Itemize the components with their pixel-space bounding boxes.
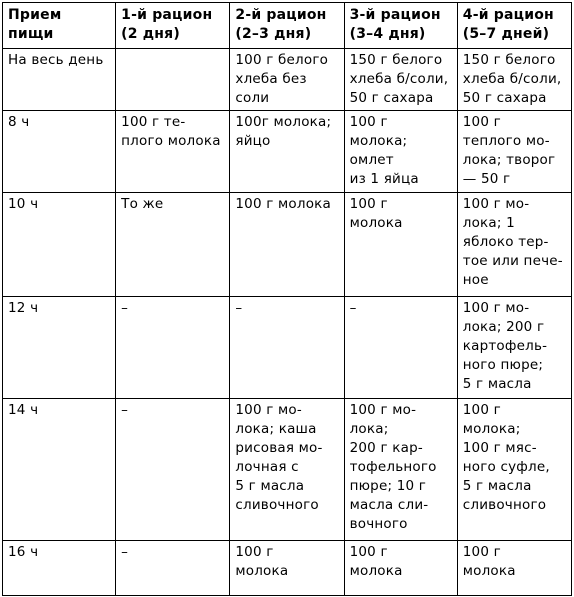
meal-cell: 14 ч bbox=[3, 399, 116, 541]
header-ration-4: 4-й рацион (5–7 дней) bbox=[457, 3, 571, 49]
ration-4-cell: 100 г молока bbox=[457, 541, 571, 596]
table-row bbox=[3, 399, 572, 541]
ration-3-cell: 100 г молока bbox=[344, 193, 457, 297]
meal-cell: На весь день bbox=[3, 49, 116, 111]
header-ration-1: 1-й рацион (2 дня) bbox=[116, 3, 230, 49]
header-ration-3: 3-й рацион (3–4 дня) bbox=[344, 3, 457, 49]
ration-2-cell: 100 г молока bbox=[230, 193, 344, 297]
ration-2-cell: 100 г мо- лока; каша рисовая мо- лочная с 5 г масла сливочного bbox=[230, 399, 344, 541]
meal-cell: 16 ч bbox=[3, 541, 116, 596]
ration-3-cell: 150 г белого хлеба б/соли, 50 г сахара bbox=[344, 49, 457, 111]
ration-4-cell: 150 г белого хлеба б/соли, 50 г сахара bbox=[457, 49, 571, 111]
table-row bbox=[3, 111, 572, 193]
ration-1-cell: – bbox=[116, 541, 230, 596]
table-row bbox=[3, 297, 572, 399]
ration-2-cell: 100 г молока bbox=[230, 541, 344, 596]
ration-3-cell: 100 г молока bbox=[344, 541, 457, 596]
ration-1-cell: – bbox=[116, 297, 230, 399]
ration-4-cell: 100 г молока; 100 г мяс- ного суфле, 5 г масла сливочного bbox=[457, 399, 571, 541]
header-ration-2: 2-й рацион (2–3 дня) bbox=[230, 3, 344, 49]
ration-1-cell bbox=[116, 49, 230, 111]
ration-2-cell: 100г молока; яйцо bbox=[230, 111, 344, 193]
meal-cell: 8 ч bbox=[3, 111, 116, 193]
diet-table bbox=[2, 2, 572, 596]
table-row bbox=[3, 541, 572, 596]
ration-1-cell: – bbox=[116, 399, 230, 541]
ration-1-cell: То же bbox=[116, 193, 230, 297]
meal-cell: 12 ч bbox=[3, 297, 116, 399]
table-row bbox=[3, 193, 572, 297]
ration-4-cell: 100 г мо- лока; 200 г картофель- ного пюре; 5 г масла bbox=[457, 297, 571, 399]
ration-4-cell: 100 г мо- лока; 1 яблоко тер- тое или пече- ное bbox=[457, 193, 571, 297]
table-row bbox=[3, 49, 572, 111]
ration-3-cell: – bbox=[344, 297, 457, 399]
meal-cell: 10 ч bbox=[3, 193, 116, 297]
ration-2-cell: 100 г белого хлеба без соли bbox=[230, 49, 344, 111]
table-header-row bbox=[3, 3, 572, 49]
ration-2-cell: – bbox=[230, 297, 344, 399]
header-meal: Прием пищи bbox=[3, 3, 116, 49]
ration-3-cell: 100 г мо- лока; 200 г кар- тофельного пюре; 10 г масла сли- вочного bbox=[344, 399, 457, 541]
ration-3-cell: 100 г молока; омлет из 1 яйца bbox=[344, 111, 457, 193]
ration-4-cell: 100 г теплого мо- лока; творог — 50 г bbox=[457, 111, 571, 193]
ration-1-cell: 100 г те- плого молока bbox=[116, 111, 230, 193]
